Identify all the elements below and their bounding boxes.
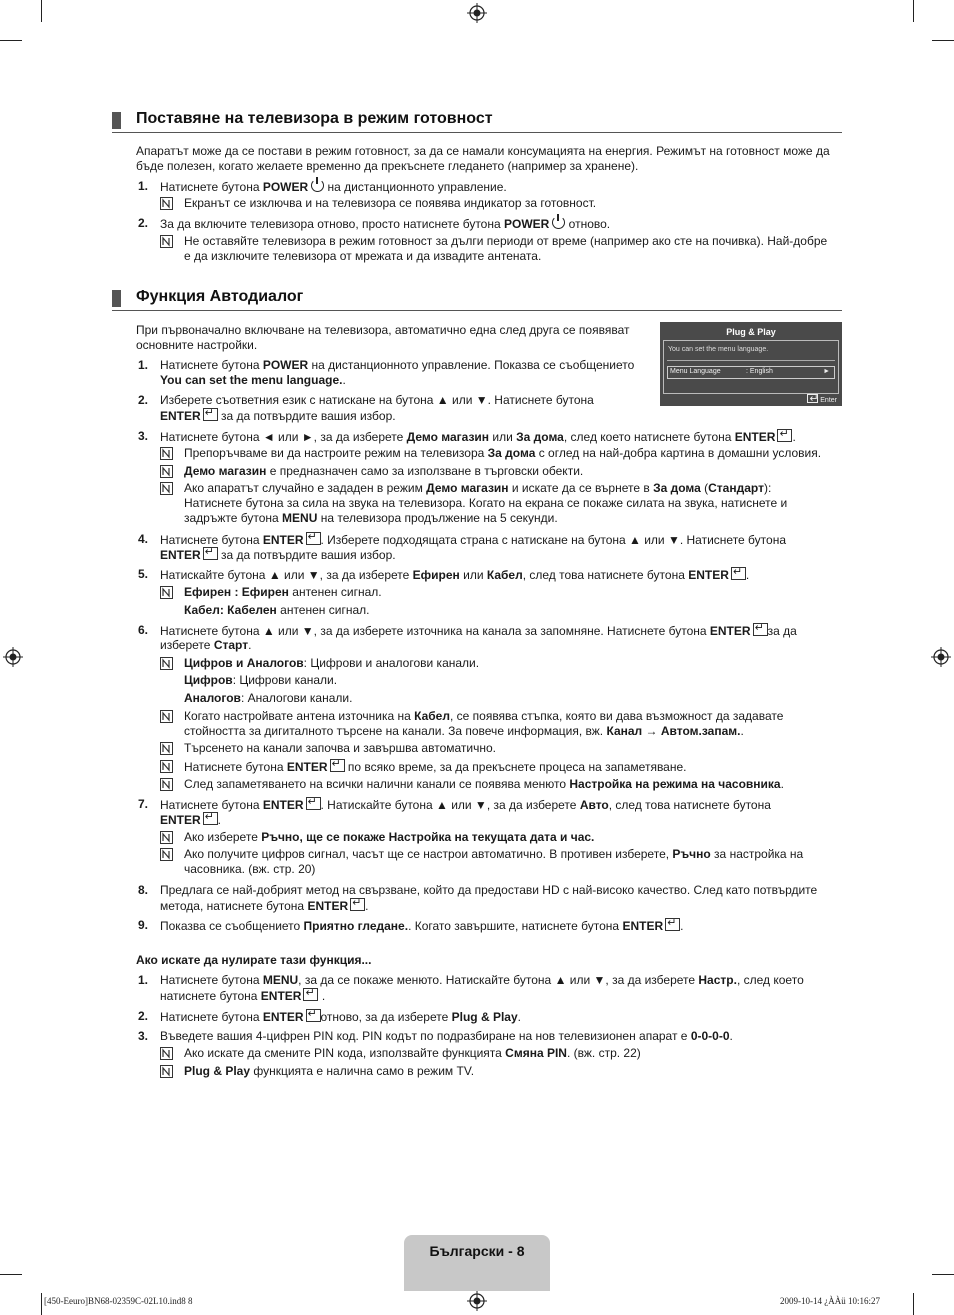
note-text: Ако получите цифров сигнал, часът ще се настрои автоматично. В противен изберете, Ръчно за настройка на [184, 847, 804, 861]
page-number: Български - 8 [429, 1243, 525, 1259]
note-text: Когато настройвате антена източника на Кабел, се появява стъпка, която ви дава възможност да задавате [184, 709, 784, 723]
step-number: 1. [138, 973, 149, 987]
step-number: 1. [138, 179, 149, 193]
registration-mark-icon [467, 1291, 487, 1311]
osd-divider [667, 360, 835, 361]
step-text: Натиснете бутона ENTER↵ . Натискайте бутона ▲ или ▼, за да изберете Авто, след това натиснете бутона [160, 797, 771, 814]
note-text: задръжте бутона MENU на телевизора продължение на 5 секунди. [184, 511, 558, 525]
step-text: Натиснете бутона POWER на дистанционното управление. [160, 180, 507, 194]
crop-mark [932, 1274, 954, 1275]
step-number: 5. [138, 567, 149, 581]
osd-title: Plug & Play [726, 327, 776, 337]
enter-icon [306, 1009, 321, 1022]
step-text: Показва се съобщението Приятно гледане.. Когато завършите, натиснете бутона ENTER↵ . [160, 918, 683, 935]
osd-row-value: : English [746, 368, 773, 375]
step-text: ENTER↵ . [160, 812, 221, 829]
note-text: Ефирен : Ефирен антенен сигнал. [184, 585, 382, 599]
crop-mark [932, 40, 954, 41]
note-icon [160, 235, 173, 248]
step-number: 4. [138, 532, 149, 546]
file-slug: [450-Eeuro]BN68-02359C-02L10.ind8 8 [44, 1296, 193, 1306]
paragraph: Апаратът може да се постави в режим готовност, за да се намали консумацията на енергия. Режимът на готовност може да [136, 144, 830, 158]
step-number: 8. [138, 883, 149, 897]
note-text: Plug & Play функцията е налична само в режим TV. [184, 1064, 475, 1078]
enter-icon [203, 812, 218, 825]
note-text: Цифров: Цифрови канали. [184, 673, 338, 687]
subsection-title: Ако искате да нулирате тази функция... [136, 953, 372, 967]
crop-mark [0, 1274, 22, 1275]
osd-plug-and-play [660, 322, 842, 406]
power-icon [311, 179, 324, 192]
note-icon [160, 657, 173, 670]
enter-icon [330, 759, 345, 772]
section-bar [112, 290, 121, 307]
step-text: метода, натиснете бутона ENTER↵ . [160, 898, 368, 915]
paragraph: основните настройки. [136, 338, 258, 352]
osd-menu-language-row[interactable] [667, 366, 835, 379]
step-text: Натиснете бутона ▲ или ▼, за да изберете източника на канала за запомняне. Натиснете бутона ENTER↵ за да [160, 623, 797, 640]
enter-icon [303, 988, 318, 1001]
note-text: Цифров и Аналогов: Цифрови и аналогови канали. [184, 656, 480, 670]
section-title: Функция Автодиалог [136, 288, 304, 305]
note-text: След запаметяването на всички налични канали се появява менюто Настройка на режима на часовника. [184, 777, 784, 791]
osd-row-label: Menu Language [670, 368, 721, 375]
paragraph: При първоначално включване на телевизора, автоматично една след друга се появяват [136, 323, 630, 337]
note-text: Не оставяйте телевизора в режим готовност за дълги периоди от време (например ако сте на почивка). Най-добре [184, 234, 828, 248]
step-text: натиснете бутона ENTER↵ . [160, 988, 325, 1005]
registration-mark-icon [467, 3, 487, 23]
note-text: Ако апаратът случайно е зададен в режим Демо магазин и искате да се върнете в За дома (Стандарт): [184, 481, 772, 495]
step-text: ENTER↵ за да потвърдите вашия избор. [160, 408, 396, 425]
step-text: Натиснете бутона ENTER↵ . Изберете подходящата страна с натискане на бутона ▲ или ▼. Натиснете бутона [160, 532, 786, 549]
step-text: изберете Старт. [160, 638, 252, 652]
step-text: Натиснете бутона ENTER↵ отново, за да изберете Plug & Play. [160, 1009, 521, 1026]
step-text: Въведете вашия 4-цифрен PIN код. PIN кодът по подразбиране на нов телевизионен апарат е 0-0-0-0. [160, 1029, 733, 1043]
section-header-autodialog [112, 288, 842, 311]
registration-mark-icon [931, 647, 951, 667]
enter-icon [203, 547, 218, 560]
section-header-standby [112, 110, 842, 133]
date-slug: 2009-10-14 ¿ÀÀü 10:16:27 [780, 1296, 880, 1306]
note-text: Аналогов: Аналогови канали. [184, 691, 353, 705]
note-icon [160, 447, 173, 460]
crop-mark [913, 0, 914, 22]
enter-icon [753, 623, 768, 636]
osd-message: You can set the menu language. [668, 346, 769, 353]
section-bar [112, 112, 121, 129]
note-text: Натиснете бутона за сила на звука на телевизора. Когато на екрана се покаже силата на звука, натиснете и [184, 496, 788, 510]
osd-arrow-icon: ► [823, 368, 830, 375]
step-text: Натиснете бутона POWER на дистанционното управление. Показва се съобщението [160, 358, 635, 372]
page-number-tab [404, 1235, 550, 1291]
note-text: Ако изберете Ръчно, ще се покаже Настройка на текущата дата и час. [184, 830, 595, 844]
note-text: Препоръчваме ви да настроите режим на телевизора За дома с оглед на най-добра картина в домашни условия. [184, 446, 822, 460]
enter-icon [665, 918, 680, 931]
step-text: За да включите телевизора отново, просто натиснете бутона POWER отново. [160, 217, 611, 231]
note-icon [160, 710, 173, 723]
note-text: часовника. (вж. стр. 20) [184, 862, 316, 876]
note-text: Търсенето на канали започва и завършва автоматично. [184, 741, 496, 755]
note-icon [160, 465, 173, 478]
step-text: ENTER↵ за да потвърдите вашия избор. [160, 547, 396, 564]
note-icon [160, 1065, 173, 1078]
enter-icon [807, 394, 818, 403]
paragraph: бъде полезен, когато желаете временно да прекъснете гледането (например за хранене). [136, 159, 639, 173]
osd-body [663, 340, 839, 394]
note-icon [160, 482, 173, 495]
note-icon [160, 760, 173, 773]
step-text: Изберете съответния език с натискане на бутона ▲ или ▼. Натиснете бутона [160, 393, 594, 407]
step-text: You can set the menu language.. [160, 373, 346, 387]
note-icon [160, 848, 173, 861]
note-icon [160, 742, 173, 755]
note-icon [160, 778, 173, 791]
enter-icon [306, 532, 321, 545]
enter-icon [731, 567, 746, 580]
note-icon [160, 197, 173, 210]
note-text: е да изключите телевизора от мрежата и да извадите антената. [184, 249, 542, 263]
step-number: 3. [138, 1029, 149, 1043]
step-text: Натиснете бутона ◄ или ►, за да изберете Демо магазин или За дома, след което натиснете бутона ENTER↵ . [160, 429, 796, 446]
step-number: 2. [138, 216, 149, 230]
enter-icon [203, 408, 218, 421]
note-text: Демо магазин е предназначен само за използване в търговски обекти. [184, 464, 584, 478]
note-icon [160, 586, 173, 599]
step-number: 6. [138, 623, 149, 637]
step-number: 9. [138, 918, 149, 932]
crop-mark [41, 1293, 42, 1315]
enter-icon [306, 797, 321, 810]
enter-icon [350, 898, 365, 911]
step-number: 2. [138, 1009, 149, 1023]
step-number: 2. [138, 393, 149, 407]
step-text: Натискайте бутона ▲ или ▼, за да изберете Ефирен или Кабел, след това натиснете бутона ENTER↵ . [160, 567, 749, 584]
note-text: Екранът се изключва и на телевизора се появява индикатор за готовност. [184, 196, 597, 210]
note-text: стойността за дигиталното търсене на канали. За повече информация, вж. Канал → Автом.запам.. [184, 724, 744, 738]
step-text: Предлага се най-добрият метод на свързване, който да предостави HD с най-високо качество. След като потвърдите [160, 883, 818, 897]
osd-footer: ↵ Enter [805, 394, 837, 404]
crop-mark [0, 40, 22, 41]
section-title: Поставяне на телевизора в режим готовност [136, 110, 493, 127]
step-number: 7. [138, 797, 149, 811]
crop-mark [913, 1293, 914, 1315]
note-icon [160, 831, 173, 844]
note-icon [160, 1047, 173, 1060]
step-number: 1. [138, 358, 149, 372]
crop-mark [41, 0, 42, 22]
registration-mark-icon [3, 647, 23, 667]
power-icon [552, 216, 565, 229]
note-text: Ако искате да смените PIN кода, използвайте функцията Смяна PIN. (вж. стр. 22) [184, 1046, 641, 1060]
step-number: 3. [138, 429, 149, 443]
note-text: Кабел: Кабелен антенен сигнал. [184, 603, 370, 617]
note-text: Натиснете бутона ENTER↵ по всяко време, за да прекъснете процеса на запаметяване. [184, 759, 687, 776]
enter-icon [777, 429, 792, 442]
step-text: Натиснете бутона MENU, за да се покаже менюто. Натискайте бутона ▲ или ▼, за да изберете Настр., след което [160, 973, 804, 987]
